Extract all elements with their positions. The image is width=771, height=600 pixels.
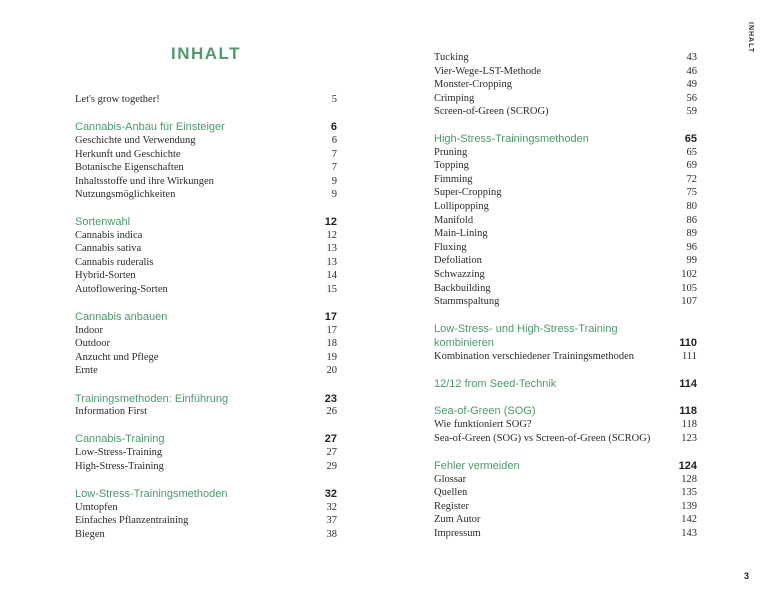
toc-page-number: 20 — [326, 365, 337, 376]
toc-page-number: 37 — [326, 515, 337, 526]
toc-entry — [434, 159, 697, 173]
toc-page-number: 118 — [679, 405, 697, 417]
toc-entry-title: Pruning — [434, 147, 468, 158]
toc-entry-title: Cannabis-Training — [75, 433, 165, 445]
toc-entry — [434, 200, 697, 214]
toc-entry-title: Biegen — [75, 529, 105, 540]
toc-entry — [75, 460, 337, 474]
toc-entry-title: Trainingsmethoden: Einführung — [75, 393, 229, 405]
page-number: 3 — [744, 571, 750, 581]
toc-entry-title: Sea-of-Green (SOG) — [434, 405, 536, 417]
toc-page-number: 17 — [324, 311, 337, 323]
toc-entry-title: Inhaltsstoffe und ihre Wirkungen — [75, 176, 214, 187]
toc-page-number: 123 — [681, 433, 697, 444]
toc-entry — [75, 161, 337, 175]
toc-entry — [75, 324, 337, 338]
toc-entry — [434, 51, 697, 65]
toc-entry — [434, 65, 697, 79]
toc-entry-title: Ernte — [75, 365, 98, 376]
toc-entry-title: Monster-Cropping — [434, 79, 512, 90]
toc-entry — [434, 186, 697, 200]
toc-entry — [75, 351, 337, 365]
toc-entry-title: Glossar — [434, 474, 467, 485]
toc-entry — [434, 486, 697, 500]
toc-entry-title: Herkunft und Geschichte — [75, 149, 181, 160]
toc-section-heading — [75, 432, 337, 446]
toc-entry-title: Low-Stress- und High-Stress-Training — [434, 323, 618, 335]
toc-entry-title: Cannabis sativa — [75, 243, 142, 254]
toc-entry-title: Stammspaltung — [434, 296, 500, 307]
toc-page-number: 15 — [326, 284, 337, 295]
toc-entry-title: Botanische Eigenschaften — [75, 162, 184, 173]
toc-entry — [434, 527, 697, 541]
toc-page-number: 12 — [326, 230, 337, 241]
toc-page-number: 46 — [686, 66, 697, 77]
toc-entry — [434, 92, 697, 106]
toc-page-number: 135 — [681, 487, 697, 498]
toc-page-number: 86 — [686, 215, 697, 226]
toc-page-number: 18 — [326, 338, 337, 349]
toc-entry-title: High-Stress-Trainingsmethoden — [434, 133, 589, 145]
toc-page-number: 69 — [686, 160, 697, 171]
toc-page-number: 17 — [326, 325, 337, 336]
toc-entry-title: Cannabis-Anbau für Einsteiger — [75, 121, 225, 133]
toc-entry — [75, 501, 337, 515]
toc-entry — [434, 146, 697, 160]
toc-entry-title: Impressum — [434, 528, 481, 539]
toc-page-number: 75 — [686, 187, 697, 198]
toc-page-number: 118 — [681, 419, 697, 430]
page-title: INHALT — [170, 44, 242, 63]
toc-page-number: 29 — [326, 461, 337, 472]
toc-page-number: 27 — [324, 433, 337, 445]
toc-entry-title: Cannabis indica — [75, 230, 143, 241]
toc-entry-title: Screen-of-Green (SCROG) — [434, 106, 549, 117]
toc-entry-title: Register — [434, 501, 469, 512]
toc-page-number: 114 — [679, 378, 697, 390]
toc-page-number: 32 — [326, 502, 337, 513]
toc-section-heading — [75, 392, 337, 406]
toc-entry-title: Lollipopping — [434, 201, 489, 212]
toc-entry — [434, 418, 697, 432]
toc-entry-title: Low-Stress-Training — [75, 447, 163, 458]
toc-page-number: 32 — [324, 488, 337, 500]
toc-entry-title: Super-Cropping — [434, 187, 502, 198]
toc-entry-title: Sortenwahl — [75, 216, 131, 228]
toc-entry-title: Indoor — [75, 325, 103, 336]
toc-page-number: 27 — [326, 447, 337, 458]
toc-entry-title: Geschichte und Verwendung — [75, 135, 196, 146]
toc-entry — [434, 282, 697, 296]
toc-entry — [75, 446, 337, 460]
toc-entry-title: Main-Lining — [434, 228, 488, 239]
toc-entry — [434, 78, 697, 92]
toc-entry-title: Let's grow together! — [75, 94, 160, 105]
toc-section-heading — [75, 310, 337, 324]
toc-entry-title: High-Stress-Training — [75, 461, 164, 472]
toc-entry — [434, 513, 697, 527]
toc-entry-title: Schwazzing — [434, 269, 485, 280]
toc-entry — [434, 227, 697, 241]
toc-page-number: 14 — [326, 270, 337, 281]
toc-page-number: 23 — [324, 393, 337, 405]
toc-entry — [75, 337, 337, 351]
toc-entry — [434, 173, 697, 187]
toc-section-heading — [75, 215, 337, 229]
toc-page-number: 13 — [326, 257, 337, 268]
toc-page-number: 43 — [686, 52, 697, 63]
toc-page-number: 7 — [331, 149, 337, 160]
toc-entry — [434, 268, 697, 282]
toc-entry-title: Anzucht und Pflege — [75, 352, 159, 363]
toc-entry-title: Sea-of-Green (SOG) vs Screen-of-Green (SCROG) — [434, 433, 651, 444]
toc-entry — [434, 295, 697, 309]
toc-page-number: 13 — [326, 243, 337, 254]
toc-section-heading — [434, 132, 697, 146]
toc-entry-title: Hybrid-Sorten — [75, 270, 136, 281]
toc-entry — [75, 283, 337, 297]
running-header: INHALT — [747, 22, 754, 54]
toc-section-heading — [75, 487, 337, 501]
toc-page-number: 102 — [681, 269, 697, 280]
toc-entry — [75, 134, 337, 148]
toc-entry — [434, 500, 697, 514]
toc-entry-title: 12/12 from Seed-Technik — [434, 378, 557, 390]
toc-page-number: 105 — [681, 283, 697, 294]
toc-page-number: 124 — [678, 460, 697, 472]
toc-entry-title: Nutzungsmöglichkeiten — [75, 189, 176, 200]
toc-page-number: 110 — [679, 337, 697, 349]
toc-entry-title: Crimping — [434, 93, 475, 104]
toc-entry-title: Vier-Wege-LST-Methode — [434, 66, 541, 77]
toc-entry — [434, 241, 697, 255]
toc-entry-title: kombinieren — [434, 337, 494, 349]
toc-page-number: 128 — [681, 474, 697, 485]
toc-page-number: 72 — [686, 174, 697, 185]
toc-entry-title: Defoliation — [434, 255, 482, 266]
toc-section-heading — [434, 377, 697, 391]
toc-page-number: 59 — [686, 106, 697, 117]
toc-entry — [75, 528, 337, 542]
toc-entry-title: Manifold — [434, 215, 474, 226]
toc-entry — [75, 188, 337, 202]
toc-entry-title: Zum Autor — [434, 514, 481, 525]
toc-page-number: 56 — [686, 93, 697, 104]
toc-entry-title: Tucking — [434, 52, 469, 63]
toc-section-heading — [434, 459, 697, 473]
toc-page-number: 19 — [326, 352, 337, 363]
toc-page-number: 111 — [682, 351, 697, 362]
toc-entry — [434, 105, 697, 119]
toc-entry — [75, 405, 337, 419]
toc-page-number: 139 — [681, 501, 697, 512]
toc-entry-title: Wie funktioniert SOG? — [434, 419, 532, 430]
toc-entry-title: Low-Stress-Trainingsmethoden — [75, 488, 228, 500]
toc-page-number: 6 — [331, 135, 337, 146]
toc-entry-title: Kombination verschiedener Trainingsmethoden — [434, 351, 635, 362]
toc-section-heading — [434, 404, 697, 418]
toc-entry-title: Topping — [434, 160, 469, 171]
toc-page-number: 49 — [686, 79, 697, 90]
toc-entry-title: Fimming — [434, 174, 473, 185]
toc-entry-title: Cannabis ruderalis — [75, 257, 154, 268]
toc-page-number: 9 — [331, 189, 337, 200]
toc-entry — [75, 514, 337, 528]
toc-entry — [75, 175, 337, 189]
toc-entry — [75, 242, 337, 256]
toc-entry-title: Cannabis anbauen — [75, 311, 168, 323]
toc-page-number: 80 — [686, 201, 697, 212]
toc-entry-title: Autoflowering-Sorten — [75, 284, 168, 295]
toc-entry — [434, 214, 697, 228]
toc-page-number: 12 — [324, 216, 337, 228]
toc-entry — [75, 148, 337, 162]
toc-entry — [434, 473, 697, 487]
toc-section-heading — [434, 322, 697, 336]
toc-page-number: 65 — [686, 147, 697, 158]
toc-entry-title: Backbuilding — [434, 283, 491, 294]
toc-entry — [434, 432, 697, 446]
toc-entry-title: Fehler vermeiden — [434, 460, 520, 472]
toc-page-number: 142 — [681, 514, 697, 525]
toc-page-number: 5 — [331, 94, 337, 105]
toc-page-number: 38 — [326, 529, 337, 540]
toc-page-number: 7 — [331, 162, 337, 173]
toc-entry-title: Quellen — [434, 487, 468, 498]
toc-page-number: 99 — [686, 255, 697, 266]
toc-section-heading — [75, 120, 337, 134]
toc-section-heading — [434, 336, 697, 350]
toc-entry — [434, 350, 697, 364]
toc-entry-title: Information First — [75, 406, 148, 417]
toc-entry — [75, 256, 337, 270]
toc-page-number: 26 — [326, 406, 337, 417]
toc-page-number: 96 — [686, 242, 697, 253]
toc-page-number: 65 — [684, 133, 697, 145]
toc-entry-title: Einfaches Pflanzentraining — [75, 515, 189, 526]
toc-entry — [434, 254, 697, 268]
toc-page-number: 89 — [686, 228, 697, 239]
toc-page-number: 6 — [330, 121, 337, 133]
toc-page-number: 143 — [681, 528, 697, 539]
toc-entry — [75, 364, 337, 378]
toc-entry — [75, 229, 337, 243]
toc-entry-title: Umtopfen — [75, 502, 118, 513]
toc-entry — [75, 93, 337, 107]
toc-entry — [75, 269, 337, 283]
toc-page-number: 9 — [331, 176, 337, 187]
toc-entry-title: Fluxing — [434, 242, 467, 253]
toc-page-number: 107 — [681, 296, 697, 307]
toc-entry-title: Outdoor — [75, 338, 110, 349]
